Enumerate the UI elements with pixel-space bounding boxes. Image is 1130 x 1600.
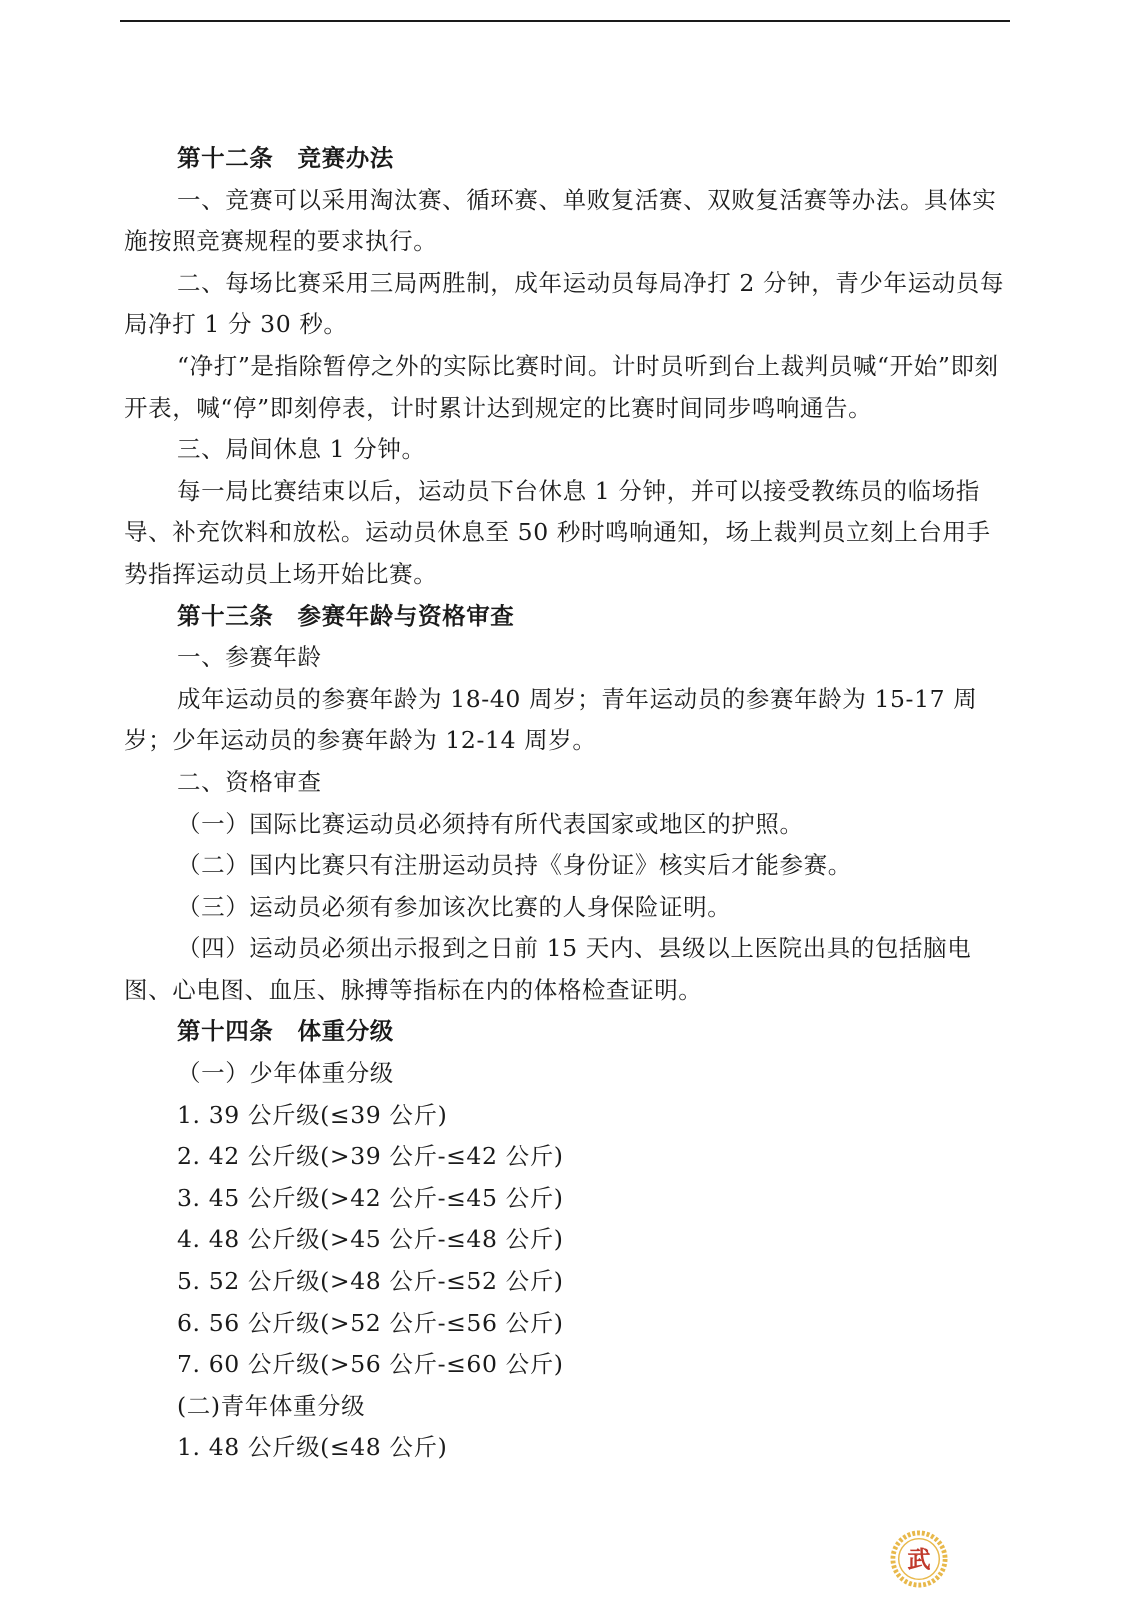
header-rule <box>120 20 1010 22</box>
junior-weight-title: （一）少年体重分级 <box>177 1059 394 1088</box>
youth-weight-title: (二)青年体重分级 <box>177 1391 366 1420</box>
article-13-paragraph-5: （二）国内比赛只有注册运动员持《身份证》核实后才能参赛。 <box>177 851 852 880</box>
article-14-heading: 第十四条 体重分级 <box>177 1017 394 1046</box>
article-12-paragraph-4: 三、局间休息 1 分钟。 <box>177 435 426 464</box>
article-13-paragraph-6: （三）运动员必须有参加该次比赛的人身保险证明。 <box>177 892 732 921</box>
article-13-paragraph-3: 二、资格审查 <box>177 767 322 796</box>
article-12-paragraph-3: “净打”是指除暂停之外的实际比赛时间。计时员听到台上裁判员喊“开始”即刻开表，喊“停”即刻停表，计时累计达到规定的比赛时间同步鸣响通告。 <box>124 351 999 422</box>
junior-weight-class: 6. 56 公斤级(>52 公斤-≤56 公斤) <box>177 1308 564 1337</box>
youth-weight-class: 1. 48 公斤级(≤48 公斤) <box>177 1433 448 1462</box>
article-13-paragraph-1: 一、参赛年龄 <box>177 643 322 672</box>
junior-weight-class: 1. 39 公斤级(≤39 公斤) <box>177 1100 448 1129</box>
article-12-paragraph-2: 二、每场比赛采用三局两胜制，成年运动员每局净打 2 分钟，青少年运动员每局净打 1 分 30 秒。 <box>124 268 1004 339</box>
logo-glyph: 武 <box>907 1546 931 1574</box>
junior-weight-class: 3. 45 公斤级(>42 公斤-≤45 公斤) <box>177 1183 564 1212</box>
article-13-heading: 第十三条 参赛年龄与资格审查 <box>177 601 515 630</box>
document-body <box>124 138 1008 1469</box>
article-12-paragraph-1: 一、竞赛可以采用淘汰赛、循环赛、单败复活赛、双败复活赛等办法。具体实施按照竞赛规程的要求执行。 <box>124 185 997 256</box>
junior-weight-class: 7. 60 公斤级(>56 公斤-≤60 公斤) <box>177 1350 564 1379</box>
junior-weight-class: 2. 42 公斤级(>39 公斤-≤42 公斤) <box>177 1142 564 1171</box>
junior-weight-class: 4. 48 公斤级(>45 公斤-≤48 公斤) <box>177 1225 564 1254</box>
article-13-paragraph-4: （一）国际比赛运动员必须持有所代表国家或地区的护照。 <box>177 809 804 838</box>
article-13-paragraph-7: （四）运动员必须出示报到之日前 15 天内、县级以上医院出具的包括脑电图、心电图、血压、脉搏等指标在内的体格检查证明。 <box>124 934 972 1004</box>
article-12-heading: 第十二条 竞赛办法 <box>177 144 394 172</box>
article-12-paragraph-5: 每一局比赛结束以后，运动员下台休息 1 分钟，并可以接受教练员的临场指导、补充饮料和放松。运动员休息至 50 秒时鸣响通知，场上裁判员立刻上台用手势指挥运动员上场开始比赛。 <box>124 476 991 588</box>
article-13-paragraph-2: 成年运动员的参赛年龄为 18-40 周岁；青年运动员的参赛年龄为 15-17 周岁；少年运动员的参赛年龄为 12-14 周岁。 <box>124 684 978 755</box>
junior-weight-class: 5. 52 公斤级(>48 公斤-≤52 公斤) <box>177 1267 564 1296</box>
wushu-logo-icon <box>890 1530 948 1588</box>
